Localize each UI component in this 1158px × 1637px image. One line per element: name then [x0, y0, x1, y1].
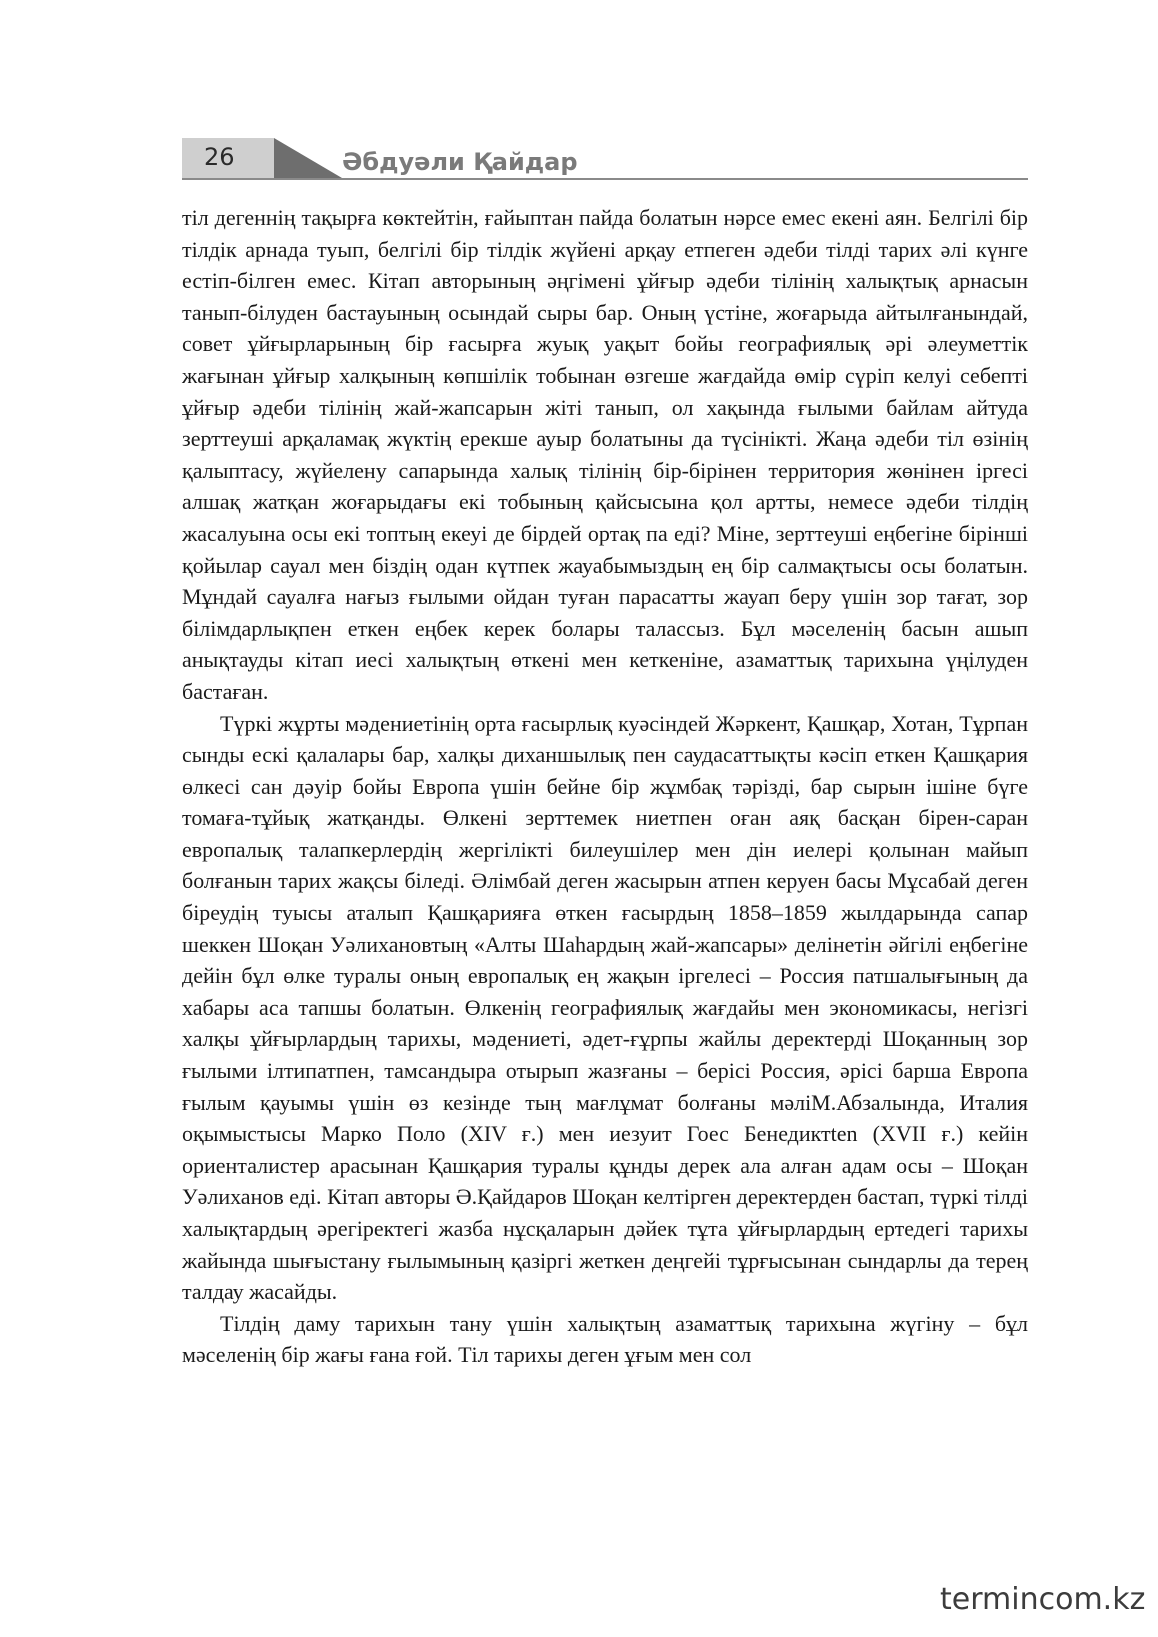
paragraph-1: тіл дегеннің тақырға көктейтін, ғайыптан пайда болатын нәрсе емес екені аян. Белгілі бір тілдік арнада туып, белгілі бір тілдік жүйені арқау етпеген әдеби тілді тарих әлі күнге естіп-білген емес. Кітап авторының әңгімені ұйғыр әдеби тілінің халықтық арнасын танып-білуден бастауының осындай сыры бар. Оның үстіне, жоғарыда айтылғанындай, совет ұйғырларының бір ғасырға жуық уақыт бойы географиялық әрі әлеуметтік жағынан ұйғыр халқының көпшілік тобынан өзгеше жағдайда өмір сүріп келуі себепті ұйғыр әдеби тілінің жай-жапсарын жіті танып, ол хақында ғылыми байлам айтуда зерттеуші арқаламақ жүктің ерекше ауыр болатыны да түсінікті. Жаңа әдеби тіл өзінің қалыптасу, жүйелену сапарында халық тілінің бір-бірінен территория жөнінен іргесі алшақ жатқан жоғарыдағы екі тобының қайсысына қол артты, немесе әдеби тілдің жасалуына осы екі топтың екеуі де бірдей ортақ па еді? Міне, зерттеуші еңбегіне бірінші қойылар сауал мен біздің одан күтпек жауабымыздың ең бір салмақтысы осы болатын. Мұндай сауалға нағыз ғылыми ойдан туған парасатты жауап беру үшін зор тағат, зор білімдарлықпен еткен еңбек керек болары талассыз. Бұл мәселенің басын ашып анықтауды кітап иесі халықтың өткені мен кеткеніне, азаматтық тарихына үңілуден бастаған. — [182, 205, 1028, 704]
body-text — [182, 202, 1028, 1371]
page-number-tab — [182, 138, 274, 178]
running-title: Әбдуәли Қайдар — [342, 148, 578, 176]
page-header — [182, 138, 1028, 190]
header-wedge-decoration — [274, 138, 342, 178]
paragraph-2: Түркі жұрты мәдениетінің орта ғасырлық куәсіндей Жәркент, Қашқар, Хотан, Тұрпан сынды ескі қалалары бар, халқы диханшылық пен саудасаттықты кәсіп еткен Қашқария өлкесі сан дәуір бойы Европа үшін бейне бір жұмбақ тәрізді, бар сырын ішіне бүге томаға-тұйық жатқанды. Өлкені зерттемек ниетпен оған аяқ басқан бірен-саран европалық талапкерлердің жергілікті билеушілер мен дін иелері қолынан майып болғанын тарих жақсы біледі. Әлімбай деген жасырын атпен керуен басы Мұсабай деген біреудің туысы аталып Қашқарияға өткен ғасырдың 1858–1859 жылдарында сапар шеккен Шоқан Уәлихановтың «Алты Шаһардың жай-жапсары» делінетін әйгілі еңбегіне дейін бұл өлке туралы оның европалық ең жақын іргелесі – Россия патшалығының да хабары аса тапшы болатын. Өлкенің географиялық жағдайы мен экономикасы, негізгі халқы ұйғырлардың тарихы, мәдениеті, әдет-ғұрпы жайлы деректерді Шоқанның зор ғылыми ілтипатпен, тамсандыра отырып жазғаны – берісі Россия, әрісі барша Европа ғылым қауымы үшін өз кезінде тың мағлұмат болғаны мәліМ.Абзалында, Италия оқымыстысы Марко Поло (XIV ғ.) мен иезуит Гоес Бенедиктten (XVII ғ.) кейін ориенталистер арасынан Қашқария туралы құнды дерек ала алған адам осы – Шоқан Уәлиханов еді. Кітап авторы Ә.Қайдаров Шоқан келтірген деректерден бастап, түркі тілді халықтардың әрегіректегі жазба нұсқаларын дәйек тұта ұйғырлардың ертедегі тарихы жайында шығыстану ғылымының қазіргі жеткен деңгейі тұрғысынан сындарлы да терең талдау жасайды. — [182, 710, 1028, 1305]
header-rule — [182, 178, 1028, 180]
paragraph-3: Тілдің даму тарихын тану үшін халықтың азаматтық тарихына жүгіну – бұл мәселенің бір жағы ғана ғой. Тіл тарихы деген ұғым мен сол — [182, 1310, 1028, 1368]
watermark-logo: termincom.kz — [940, 1582, 1146, 1617]
page-number: 26 — [204, 143, 235, 171]
